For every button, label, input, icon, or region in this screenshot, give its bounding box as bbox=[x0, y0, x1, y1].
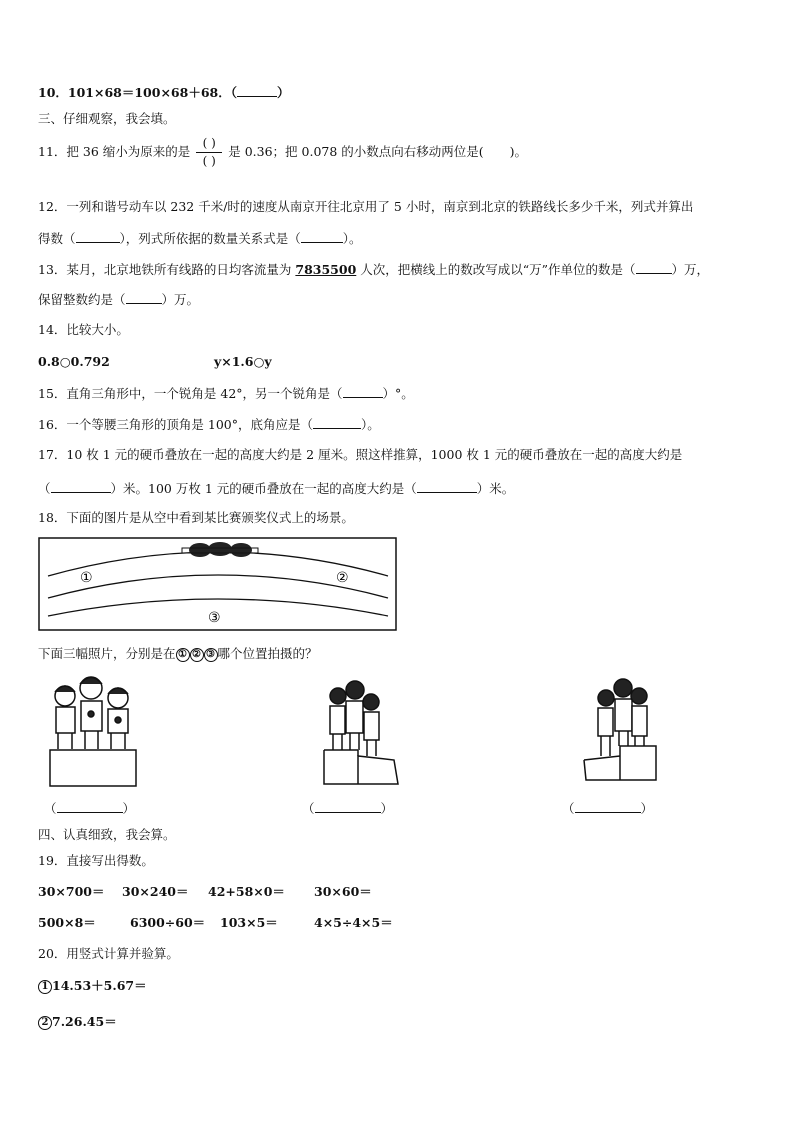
fraction-blank[interactable] bbox=[196, 136, 222, 169]
q14-compare-a: 0.8○0.792 bbox=[38, 354, 110, 369]
q15-text: 15．直角三角形中，一个锐角是 42°，另一个锐角是（ bbox=[38, 386, 343, 401]
answer-blank[interactable] bbox=[57, 800, 123, 813]
calc-item: 30×240＝ bbox=[122, 884, 189, 899]
q20-expression: 14.53＋5.67＝ bbox=[52, 978, 147, 993]
paren-close: ） bbox=[640, 801, 654, 816]
q10-close: ） bbox=[276, 85, 290, 100]
calc-item: 6300÷60＝ bbox=[130, 915, 206, 930]
answer-blank[interactable] bbox=[343, 385, 383, 398]
q13-text-2: 人次，把横线上的数改写成以“万”作单位的数是（ bbox=[356, 262, 636, 277]
photo-2-answer bbox=[302, 800, 393, 817]
q17-text: （ bbox=[38, 481, 51, 496]
question-18-title: 18．下面的图片是从空中看到某比赛颁奖仪式上的场景。 bbox=[38, 510, 354, 525]
question-12-line1: 12．一列和谐号动车以 232 千米/时的速度从南京开往北京用了 5 小时，南京到北京的铁路线长多少千米，列式并算出 bbox=[38, 199, 694, 214]
question-17-line2 bbox=[38, 480, 514, 497]
circle-1: ① bbox=[176, 648, 190, 662]
photo-1-answer bbox=[44, 800, 135, 817]
paren-open: （ bbox=[562, 801, 575, 816]
q10-text: 10．101×68＝100×68＋68．（ bbox=[38, 85, 237, 100]
fraction-bar bbox=[196, 152, 222, 153]
question-20-title: 20．用竖式计算并验算。 bbox=[38, 946, 179, 961]
q13-text-4: 保留整数约是（ bbox=[38, 292, 126, 307]
q11-end: )。 bbox=[509, 144, 528, 159]
paren-open: （ bbox=[302, 801, 315, 816]
calc-item: 500×8＝ bbox=[38, 915, 96, 930]
photo-right-side-view bbox=[578, 676, 662, 786]
question-15 bbox=[38, 385, 414, 402]
q17-text-3: ）米。 bbox=[476, 481, 515, 496]
answer-blank[interactable] bbox=[313, 416, 361, 429]
position-label-1: ① bbox=[80, 570, 93, 586]
section-3-title: 三、仔细观察，我会填。 bbox=[38, 111, 176, 126]
calc-row-1 bbox=[38, 884, 372, 900]
calc-item: 42+58×0＝ bbox=[208, 884, 285, 899]
q20-item-2 bbox=[38, 1014, 117, 1030]
q16-text: 16．一个等腰三角形的顶角是 100°，底角应是（ bbox=[38, 417, 313, 432]
paren-open: （ bbox=[44, 801, 57, 816]
q16-text-2: ）。 bbox=[361, 417, 380, 432]
q12-text: 得数（ bbox=[38, 231, 76, 246]
question-13-line1 bbox=[38, 261, 709, 278]
question-11 bbox=[38, 136, 527, 169]
circled-number-2: 2 bbox=[38, 1016, 52, 1030]
answer-blank[interactable] bbox=[417, 480, 477, 493]
answer-blank[interactable] bbox=[301, 230, 343, 243]
position-label-2: ② bbox=[336, 570, 349, 586]
photo-left-side-view bbox=[318, 680, 404, 790]
question-12-line2 bbox=[38, 230, 362, 247]
paren-close: ） bbox=[380, 801, 394, 816]
aerial-view-figure bbox=[38, 536, 398, 632]
answer-blank[interactable] bbox=[51, 480, 111, 493]
fraction-denominator: ( ) bbox=[202, 154, 216, 168]
fraction-numerator: ( ) bbox=[202, 136, 216, 150]
q18-text-2: 哪个位置拍摄的？ bbox=[217, 646, 318, 661]
question-16 bbox=[38, 416, 380, 433]
circle-2: ② bbox=[190, 648, 204, 662]
question-10 bbox=[38, 84, 289, 101]
calc-row-2 bbox=[38, 915, 393, 931]
q20-item-1 bbox=[38, 978, 147, 994]
question-14-title: 14．比较大小。 bbox=[38, 322, 129, 337]
q13-text: 13．某月，北京地铁所有线路的日均客流量为 bbox=[38, 262, 296, 277]
calc-item: 4×5÷4×5＝ bbox=[314, 915, 393, 930]
question-18-prompt bbox=[38, 646, 318, 662]
position-label-3: ③ bbox=[208, 610, 221, 626]
q17-text-2: ）米。100 万枚 1 元的硬币叠放在一起的高度大约是（ bbox=[110, 481, 417, 496]
underlined-number: 7835500 bbox=[295, 262, 357, 277]
question-13-line2 bbox=[38, 291, 199, 308]
photo-3-answer bbox=[562, 800, 653, 817]
podium-top-view bbox=[182, 542, 258, 557]
q13-text-5: ）万。 bbox=[161, 292, 200, 307]
calc-item: 30×700＝ bbox=[38, 884, 105, 899]
q12-text-3: ）。 bbox=[342, 231, 362, 246]
calc-item: 30×60＝ bbox=[314, 884, 372, 899]
q18-text: 下面三幅照片，分别是在 bbox=[38, 646, 176, 661]
q15-text-2: ）°。 bbox=[382, 386, 414, 401]
answer-blank[interactable] bbox=[315, 800, 381, 813]
q11-text-2: 是 0.36；把 0.078 的小数点向右移动两位是( bbox=[228, 144, 484, 159]
q11-text: 11．把 36 缩小为原来的是 bbox=[38, 144, 191, 159]
paren-close: ） bbox=[122, 801, 136, 816]
photo-front-view bbox=[44, 674, 140, 789]
circled-number-1: 1 bbox=[38, 980, 52, 994]
calc-item: 103×5＝ bbox=[220, 915, 278, 930]
answer-blank[interactable] bbox=[76, 230, 120, 243]
q13-text-3: ）万， bbox=[671, 262, 710, 277]
question-19-title: 19．直接写出得数。 bbox=[38, 853, 154, 868]
q12-text-2: ），列式所依据的数量关系式是（ bbox=[119, 231, 301, 246]
circle-3: ③ bbox=[204, 648, 218, 662]
answer-blank[interactable] bbox=[575, 800, 641, 813]
q14-compare-b: y×1.6○y bbox=[214, 354, 272, 369]
section-4-title: 四、认真细致，我会算。 bbox=[38, 827, 176, 842]
question-17-line1: 17．10 枚 1 元的硬币叠放在一起的高度大约是 2 厘米。照这样推算，1000 枚 1 元的硬币叠放在一起的高度大约是 bbox=[38, 447, 683, 462]
q20-expression: 7.26.45＝ bbox=[52, 1014, 117, 1029]
answer-blank[interactable] bbox=[237, 84, 277, 97]
answer-blank[interactable] bbox=[636, 261, 672, 274]
answer-blank[interactable] bbox=[126, 291, 162, 304]
